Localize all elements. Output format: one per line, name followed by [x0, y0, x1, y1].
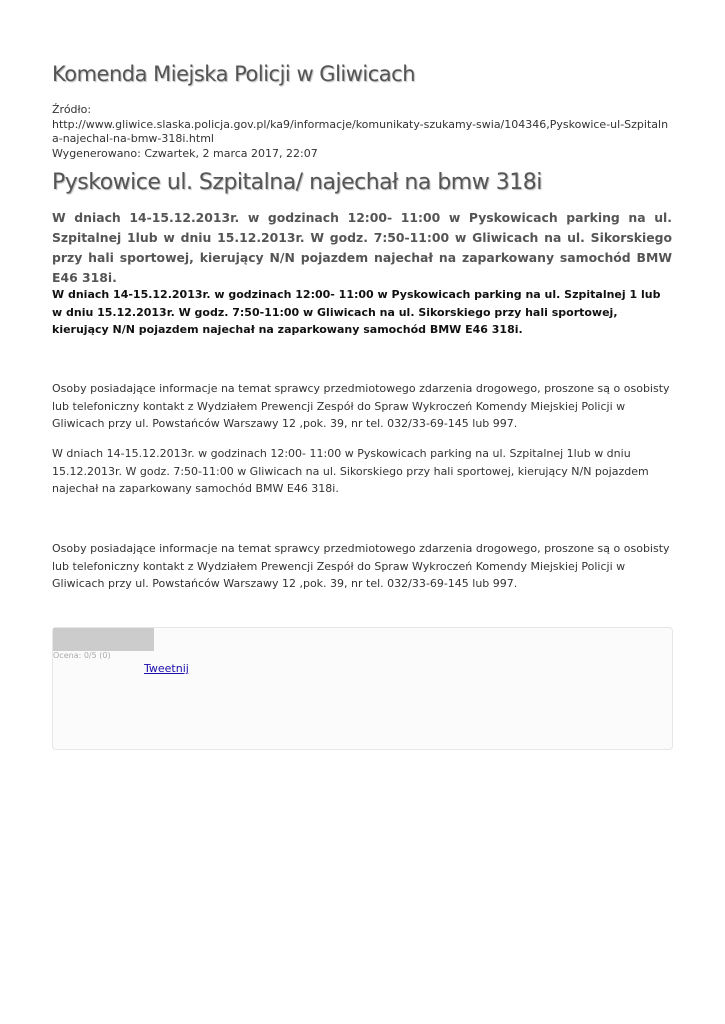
article-paragraph-contact: Osoby posiadające informacje na temat sprawcy przedmiotowego zdarzenia drogowego, proszone są o osobisty lub telefoniczny kontakt z Wydziałem Prewencji Zespół do Spraw Wykroczeń Komendy Miejskiej Policji w Gliwicach przy ul. Powstańców Warszawy 12 ,pok. 39, nr tel. 032/33-69-145 lub 997.	[52, 382, 670, 430]
article-paragraph-contact-repeat: Osoby posiadające informacje na temat sprawcy przedmiotowego zdarzenia drogowego, proszone są o osobisty lub telefoniczny kontakt z Wydziałem Prewencji Zespół do Spraw Wykroczeń Komendy Miejskiej Policji w Gliwicach przy ul. Powstańców Warszawy 12 ,pok. 39, nr tel. 032/33-69-145 lub 997.	[52, 542, 670, 590]
rating-label: Ocena: 0/5 (0)	[53, 651, 111, 660]
site-title: Komenda Miejska Policji w Gliwicach	[52, 62, 416, 86]
article-paragraph-incident: W dniach 14-15.12.2013r. w godzinach 12:00- 11:00 w Pyskowicach parking na ul. Szpitalnej 1lub w dniu 15.12.2013r. W godz. 7:50-11:00 w Gliwicach na ul. Sikorskiego przy hali sportowej, kierujący N/N pojazdem najechał na zaparkowany samochód BMW E46 318i.	[52, 447, 649, 495]
rating-share-box	[52, 627, 673, 750]
generated-date: Wygenerowano: Czwartek, 2 marca 2017, 22:07	[52, 146, 318, 160]
rating-stars-bar[interactable]	[53, 628, 154, 651]
tweet-link[interactable]: Tweetnij	[144, 662, 189, 675]
source-url: http://www.gliwice.slaska.policja.gov.pl/ka9/informacje/komunikaty-szukamy-swia/104346,Pyskowice-ul-Szpitalna-najechal-na-bmw-318i.html	[52, 117, 669, 145]
article-lead: W dniach 14-15.12.2013r. w godzinach 12:00- 11:00 w Pyskowicach parking na ul. Szpitalnej 1lub w dniu 15.12.2013r. W godz. 7:50-11:00 w Gliwicach na ul. Sikorskiego przy hali sportowej, kierujący N/N pojazdem najechał na zaparkowany samochód BMW E46 318i.	[52, 210, 672, 285]
article-bold-paragraph: W dniach 14-15.12.2013r. w godzinach 12:00- 11:00 w Pyskowicach parking na ul. Szpitalnej 1 lub w dniu 15.12.2013r. W godz. 7:50-11:00 w Gliwicach na ul. Sikorskiego przy hali sportowej, kierujący N/N pojazdem najechał na zaparkowany samochód BMW E46 318i.	[52, 288, 661, 336]
source-label: Źródło:	[52, 103, 92, 116]
article-title: Pyskowice ul. Szpitalna/ najechał na bmw 318i	[52, 170, 542, 195]
document-meta	[52, 103, 672, 161]
